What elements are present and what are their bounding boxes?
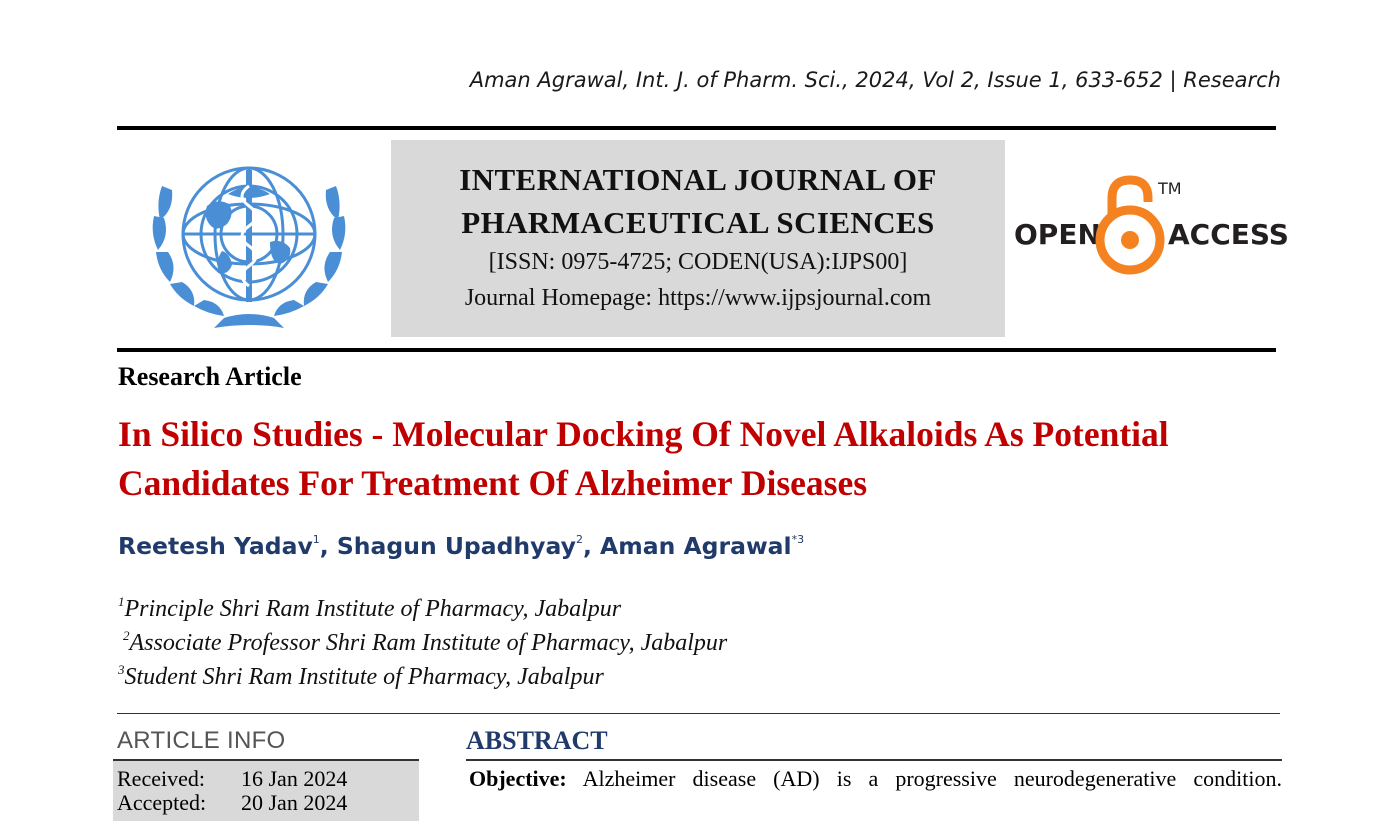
open-access-open-text: OPEN [1014,218,1101,251]
received-row [117,766,347,792]
author-sup: 1 [312,533,320,546]
affiliation-text: Student Shri Ram Institute of Pharmacy, Jabalpur [124,664,604,690]
journal-homepage[interactable]: Journal Homepage: https://www.ijpsjournal.com [464,285,932,311]
article-info-heading: ARTICLE INFO [117,727,286,754]
objective-label: Objective: [469,766,567,791]
abstract-heading: ABSTRACT [466,726,608,755]
objective-text: Alzheimer disease (AD) is a progressive neurodegenerative condition. [582,766,1282,791]
affiliation-sup: 2 [123,628,130,643]
running-head: Aman Agrawal, Int. J. of Pharm. Sci., 2024, Vol 2, Issue 1, 633-652 | Research [469,68,1281,92]
who-emblem-logo [132,146,366,340]
accepted-value: 20 Jan 2024 [241,790,348,815]
received-value: 16 Jan 2024 [241,766,348,791]
top-rule [117,126,1276,130]
journal-name-line2: PHARMACEUTICAL SCIENCES [461,205,935,240]
article-title: In Silico Studies - Molecular Docking Of Novel Alkaloids As Potential Candidates For Treatment Of Alzheimer Diseases [118,414,1169,503]
received-label: Received: [117,766,205,791]
affiliation-text: Principle Shri Ram Institute of Pharmacy, Jabalpur [124,596,622,622]
author-name: Reetesh Yadav [118,532,313,560]
section-divider [117,713,1280,714]
author-sup: *3 [791,533,805,546]
affiliation-text: Associate Professor Shri Ram Institute of Pharmacy, Jabalpur [129,630,728,656]
author-name: Aman Agrawal [600,532,792,560]
accepted-label: Accepted: [117,790,207,815]
accepted-row [117,790,347,816]
open-access-tm-text: TM [1158,179,1182,198]
masthead-bottom-rule [117,348,1276,352]
open-access-access-text: ACCESS [1168,218,1289,251]
author-separator: , [319,532,337,560]
affiliation-2 [123,628,727,657]
journal-issn: [ISSN: 0975-4725; CODEN(USA):IJPS00] [488,249,908,275]
author-separator: , [582,532,601,560]
abstract-objective [469,765,1282,793]
author-sup: 2 [575,533,583,546]
article-type: Research Article [118,362,302,391]
affiliation-3 [118,662,604,691]
open-access-lock-icon [1010,176,1289,280]
affiliation-sup: 3 [118,662,125,677]
abstract-rule [466,759,1282,761]
author-list [118,532,804,560]
affiliation-1 [118,594,621,623]
journal-masthead [391,140,1005,337]
journal-name-line1: INTERNATIONAL JOURNAL OF [459,162,937,197]
author-name: Shagun Upadhyay [336,532,576,560]
affiliation-sup: 1 [118,594,125,609]
